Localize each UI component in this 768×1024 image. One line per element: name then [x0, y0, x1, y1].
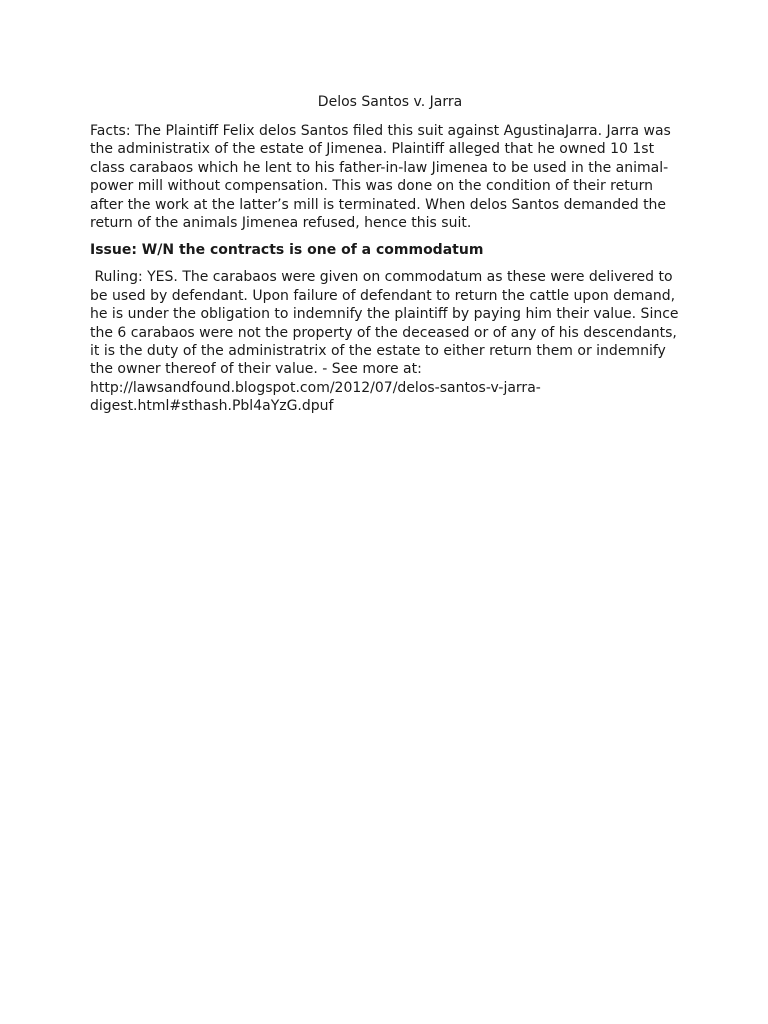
issue-heading: Issue: W/N the contracts is one of a commodatum: [90, 242, 484, 259]
document-title: Delos Santos v. Jarra: [317, 94, 463, 110]
ruling-paragraph: Ruling: YES. The carabaos were given on commodatum as these were delivered to be used by defendant. Upon failure of defendant to return the cattle upon demand, he is under the obligation to indemnify the plaintiff by paying him their value. Since the 6 carabaos were not the property of the deceased or of any of his descendants, it is the duty of the administratrix of the estate to either return them or indemnify the owner thereof of their value. - See more at: http://lawsandfound.blogspot.com/2012/07/delos-santos-v-jarra-digest.html#sthash.Pbl4aYzG.dpuf: [90, 269, 683, 415]
document-body: [90, 92, 690, 416]
facts-paragraph: Facts: The Plaintiff Felix delos Santos filed this suit against AgustinaJarra. Jarra was the administratix of the estate of Jimenea. Plaintiff alleged that he owned 10 1st class carabaos which he lent to his father-in-law Jimenea to be used in the animal-power mill without compensation. This was done on the condition of their return after the work at the latter’s mill is terminated. When delos Santos demanded the return of the animals Jimenea refused, hence this suit.: [90, 123, 676, 232]
